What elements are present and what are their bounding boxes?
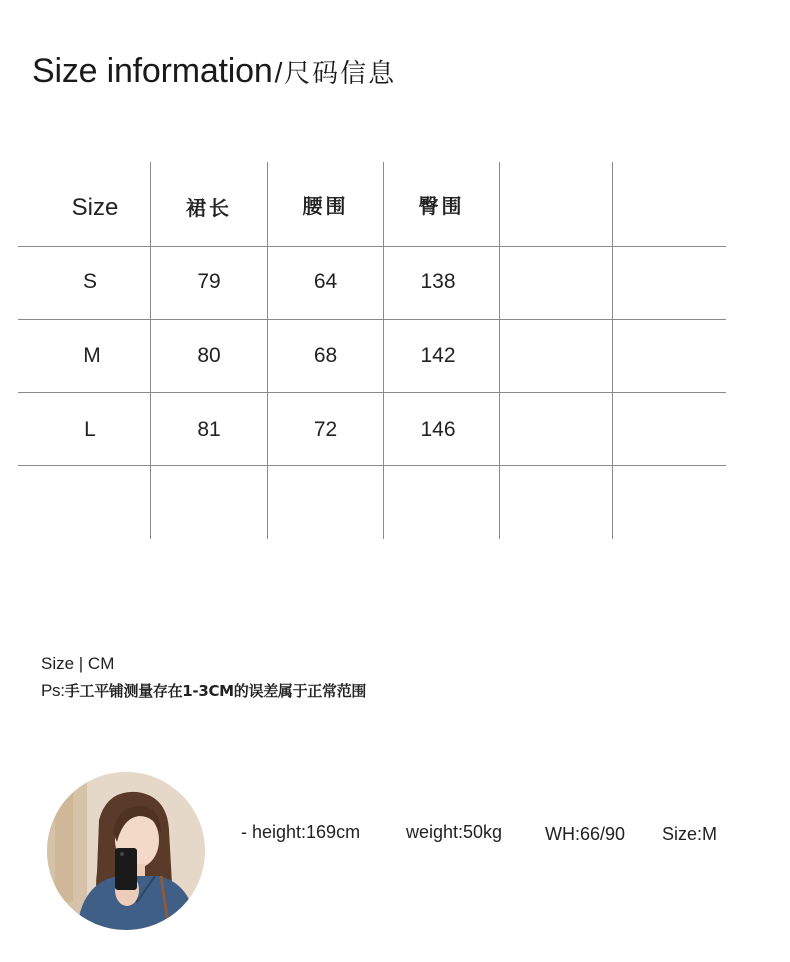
ps-text: 手工平铺测量存在1-3CM的误差属于正常范围 [64,682,367,700]
table-cell-waist: 64 [313,270,338,293]
table-header-size: Size [71,194,119,221]
model-waist-hip: WH:66/90 [545,824,626,844]
ps-label: Ps: [41,681,65,700]
table-row-divider [18,465,726,466]
table-cell-hip: 146 [420,418,456,441]
table-cell-waist: 68 [313,344,338,367]
model-size: Size:M [662,824,718,844]
table-header-waist: 腰围 [302,193,349,218]
model-photo-illustration [47,772,205,930]
table-col-divider [612,162,613,539]
measurement-note [41,680,366,701]
table-cell-size: M [83,344,101,367]
table-cell-hip: 142 [420,344,456,367]
table-cell-hip: 138 [420,270,456,293]
model-avatar [47,772,205,930]
title-chinese: 尺码信息 [284,59,397,89]
table-cell-length: 79 [197,270,221,293]
table-header-hip: 臀围 [418,193,465,218]
table-col-divider [499,162,500,539]
table-header-length: 裙长 [186,195,232,220]
model-height: - height:169cm [241,822,361,842]
model-weight: weight:50kg [406,822,503,842]
unit-note: Size | CM [41,654,115,673]
title-english: Size information [32,52,273,90]
table-cell-length: 81 [197,418,221,441]
table-cell-size: L [84,418,96,441]
table-cell-waist: 72 [313,418,338,441]
title-separator: / [274,57,283,88]
table-row-divider [18,392,726,393]
table-row-divider [18,246,726,247]
table-cell-length: 80 [197,344,221,367]
table-row-divider [18,319,726,320]
table-cell-size: S [82,270,97,293]
